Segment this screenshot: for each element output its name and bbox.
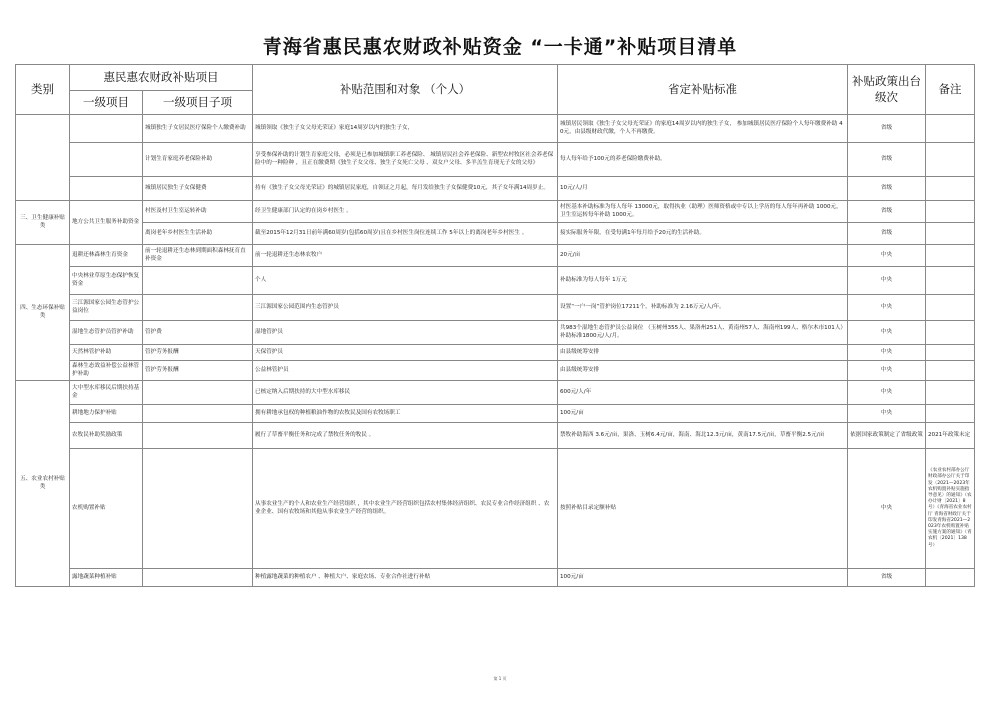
- sub-item-cell: [143, 405, 253, 423]
- sub-item-cell: 城镇独生子女居民医疗保险个人缴费补助: [143, 115, 253, 143]
- remarks-cell: [926, 245, 975, 267]
- level1-cell: [70, 143, 143, 177]
- category-eco: 四、生态环保补贴类: [16, 245, 70, 381]
- policy-level-cell: 省级: [848, 223, 926, 245]
- category-agri: 五、农业农村补贴类: [16, 381, 70, 587]
- remarks-cell: [926, 177, 975, 201]
- policy-level-cell: 中央: [848, 267, 926, 295]
- sub-item-cell: [143, 267, 253, 295]
- standard-cell: 每人每年给予100元的养老保险缴费补助。: [558, 143, 848, 177]
- scope-cell: 湿地管护员: [253, 321, 558, 345]
- policy-level-cell: 依据国家政策制定了省级政策: [848, 423, 926, 449]
- standard-cell: 由县级统筹安排: [558, 345, 848, 361]
- table-row: [16, 361, 975, 381]
- scope-cell: 已核定纳入后期扶持的大中型水库移民: [253, 381, 558, 405]
- sub-item-cell: [143, 295, 253, 321]
- standard-cell: 共983个湿地生态管护员公益岗位 （玉树州355人、果洛州251人、黄南州57人、海南州199人、格尔木市101人）补助标准1800元/人/月。: [558, 321, 848, 345]
- scope-cell: 前一轮退耕还生态林农牧户: [253, 245, 558, 267]
- policy-level-cell: 中央: [848, 345, 926, 361]
- policy-level-cell: 中央: [848, 361, 926, 381]
- sub-item-cell: 管护费: [143, 321, 253, 345]
- level1-cell: 森林生态效益补偿公益林管护补助: [70, 361, 143, 381]
- scope-cell: 持有《独生子女父母光荣证》的城镇居民家庭，自领证之月起，每月发给独生子女保健费10元，其子女年满14周岁止。: [253, 177, 558, 201]
- table-row: [16, 405, 975, 423]
- standard-cell: 城镇居民领取《独生子女父母光荣证》的家庭14周岁以内的独生子女， 参加城镇居民医疗保险个人每年缴费补助 40元，由县级财政代缴，个人不再缴费。: [558, 115, 848, 143]
- header-category: 类别: [16, 65, 70, 115]
- level1-cell: 退耕还林森林生育资金: [70, 245, 143, 267]
- scope-cell: 截至2015年12月31日前年满60周岁(包括60周岁)且在乡村医生岗位连续工作 5年以上的离岗老年乡村医生 。: [253, 223, 558, 245]
- table-row: [16, 267, 975, 295]
- sub-item-cell: 离岗老年乡村医生生活补助: [143, 223, 253, 245]
- standard-cell: 10元/人/月: [558, 177, 848, 201]
- remarks-cell: [926, 405, 975, 423]
- standard-cell: 20元/亩: [558, 245, 848, 267]
- remarks-cell: 《农业农村部办公厅 财政部办公厅关于印发〈2021—2023年农机购置补贴实施指导意见〉的通知》（农办计财〔2021〕8号）《青海省农业农村厅 青海省财政厅关于印发青海省2021—2023年农机购置补贴实施方案的通知》（青农机〔2021〕138号）: [926, 449, 975, 569]
- sub-item-cell: 计划生育家庭养老保险补助: [143, 143, 253, 177]
- table-row: [16, 449, 975, 569]
- policy-level-cell: 中央: [848, 405, 926, 423]
- scope-cell: 履行了草畜平衡任务和完成了禁牧任务的牧民 。: [253, 423, 558, 449]
- scope-cell: 城镇领取《独生子女父母光荣证》家庭14周岁以内的独生子女，: [253, 115, 558, 143]
- sub-item-cell: 城镇居民独生子女保健费: [143, 177, 253, 201]
- sub-item-cell: [143, 381, 253, 405]
- standard-cell: 接实际服务年限，在受每满1年每月给予20元的生活补助。: [558, 223, 848, 245]
- subsidy-table: [15, 64, 975, 587]
- scope-cell: 种植露地蔬菜的种植农户 、种植大户、家庭农场、专业合作社进行补贴: [253, 569, 558, 587]
- policy-level-cell: 中央: [848, 381, 926, 405]
- remarks-cell: [926, 267, 975, 295]
- policy-level-cell: 省级: [848, 201, 926, 223]
- level1-cell: 湿地生态管护员管护补助: [70, 321, 143, 345]
- remarks-cell: [926, 321, 975, 345]
- remarks-cell: [926, 201, 975, 223]
- table-row: [16, 321, 975, 345]
- table-row: [16, 295, 975, 321]
- remarks-cell: [926, 223, 975, 245]
- policy-level-cell: 省级: [848, 177, 926, 201]
- level1-cell: [70, 177, 143, 201]
- page-number: 第 1 页: [493, 676, 507, 681]
- standard-cell: 补助标准为每人每年 1万元: [558, 267, 848, 295]
- table-row: [16, 423, 975, 449]
- remarks-cell: [926, 569, 975, 587]
- level1-cell: 耕地地力保护补贴: [70, 405, 143, 423]
- level1-cell: 大中型水库移民后期扶持基金: [70, 381, 143, 405]
- category-health: 三、卫生健康补贴类: [16, 201, 70, 245]
- remarks-cell: [926, 361, 975, 381]
- sub-item-cell: 前一轮退耕还生态林到期面积森林抚育直补资金: [143, 245, 253, 267]
- remarks-cell: [926, 115, 975, 143]
- header-project-group: 惠民惠农财政补贴项目: [70, 65, 253, 91]
- table-row: [16, 569, 975, 587]
- level1-cell: 农牧民补助奖励政策: [70, 423, 143, 449]
- remarks-cell: 2021年政策未定: [926, 423, 975, 449]
- scope-cell: 个人: [253, 267, 558, 295]
- policy-level-cell: 中央: [848, 449, 926, 569]
- table-row: [16, 245, 975, 267]
- sub-item-cell: [143, 423, 253, 449]
- level1-cell: 三江源国家公园生态管护公益岗位: [70, 295, 143, 321]
- standard-cell: 禁牧补助海西 3.6元/亩，果洛、玉树6.4元/亩，海南、海北12.3元/亩，黄南17.5元/亩，草畜平衡2.5元/亩: [558, 423, 848, 449]
- table-row: [16, 177, 975, 201]
- policy-level-cell: 省级: [848, 115, 926, 143]
- remarks-cell: [926, 295, 975, 321]
- table-row: [16, 223, 975, 245]
- table-row: [16, 345, 975, 361]
- header-policy-level: 补贴政策出台级次: [848, 65, 926, 115]
- header-level1-sub: 一级项目子项: [143, 91, 253, 115]
- table-row: [16, 381, 975, 405]
- table-row: [16, 115, 975, 143]
- scope-cell: 拥有耕地承包权的种植粮油作物的农牧民及国有农牧场职工: [253, 405, 558, 423]
- level1-cell: 中央林业草原生态保护恢复资金: [70, 267, 143, 295]
- policy-level-cell: 中央: [848, 245, 926, 267]
- policy-level-cell: 中央: [848, 321, 926, 345]
- scope-cell: 从事农业生产的个人和农业生产经营组织 ，其中农业生产经营组织包括农村集体经济组织、农民专业合作经济组织 、农业企业、国有农牧场和其他从事农业生产经营的组织。: [253, 449, 558, 569]
- standard-cell: 由县级统筹安排: [558, 361, 848, 381]
- table-row: [16, 201, 975, 223]
- remarks-cell: [926, 143, 975, 177]
- policy-level-cell: 省级: [848, 143, 926, 177]
- standard-cell: 设置“一户一岗”管护岗位17211个，补助标准为 2.16万元/人/年。: [558, 295, 848, 321]
- level1-cell: 天然林管护补助: [70, 345, 143, 361]
- level1-cell: 农机购置补贴: [70, 449, 143, 569]
- standard-cell: 100元/亩: [558, 569, 848, 587]
- remarks-cell: [926, 345, 975, 361]
- sub-item-cell: [143, 449, 253, 569]
- standard-cell: 600元/人/年: [558, 381, 848, 405]
- scope-cell: 公益林管护员: [253, 361, 558, 381]
- level1-cell: 地方公共卫生服务补助资金: [70, 201, 143, 245]
- standard-cell: 村医基本补助标准为每人每年 13000元，取得执业（助理）医师资格或中专以上学历的每人每年再补助 1000元，卫生室运转每年补助 1000元。: [558, 201, 848, 223]
- sub-item-cell: 管护劳务报酬: [143, 345, 253, 361]
- scope-cell: 经卫生健康部门认定的在岗乡村医生 。: [253, 201, 558, 223]
- level1-cell: [70, 115, 143, 143]
- scope-cell: 享受参保补助的计划生育家庭父母，必须是已参加城镇职工养老保险、 城镇居民社会养老保险、新型农村牧区社会养老保险中的一种险种 ，且正在缴费期《独生子女父母、独生子女死亡父母 、双女户父母、多羊羔生育现无子女的父母》: [253, 143, 558, 177]
- sub-item-cell: 村医及村卫生室运转补助: [143, 201, 253, 223]
- policy-level-cell: 中央: [848, 295, 926, 321]
- remarks-cell: [926, 381, 975, 405]
- header-level1: 一级项目: [70, 91, 143, 115]
- level1-cell: 露地蔬菜种植补贴: [70, 569, 143, 587]
- scope-cell: 天保管护员: [253, 345, 558, 361]
- sub-item-cell: [143, 569, 253, 587]
- sub-item-cell: 管护劳务报酬: [143, 361, 253, 381]
- policy-level-cell: 省级: [848, 569, 926, 587]
- standard-cell: 100元/亩: [558, 405, 848, 423]
- page-title: 青海省惠民惠农财政补贴资金 “一卡通”补贴项目清单: [262, 36, 738, 58]
- header-standard: 省定补贴标准: [558, 65, 848, 115]
- table-row: [16, 143, 975, 177]
- category-cell: [16, 115, 70, 201]
- header-remarks: 备注: [926, 65, 975, 115]
- standard-cell: 按照补贴目录定额补贴: [558, 449, 848, 569]
- scope-cell: 三江源国家公园范围内生态管护员: [253, 295, 558, 321]
- header-scope: 补贴范围和对象 （个人）: [253, 65, 558, 115]
